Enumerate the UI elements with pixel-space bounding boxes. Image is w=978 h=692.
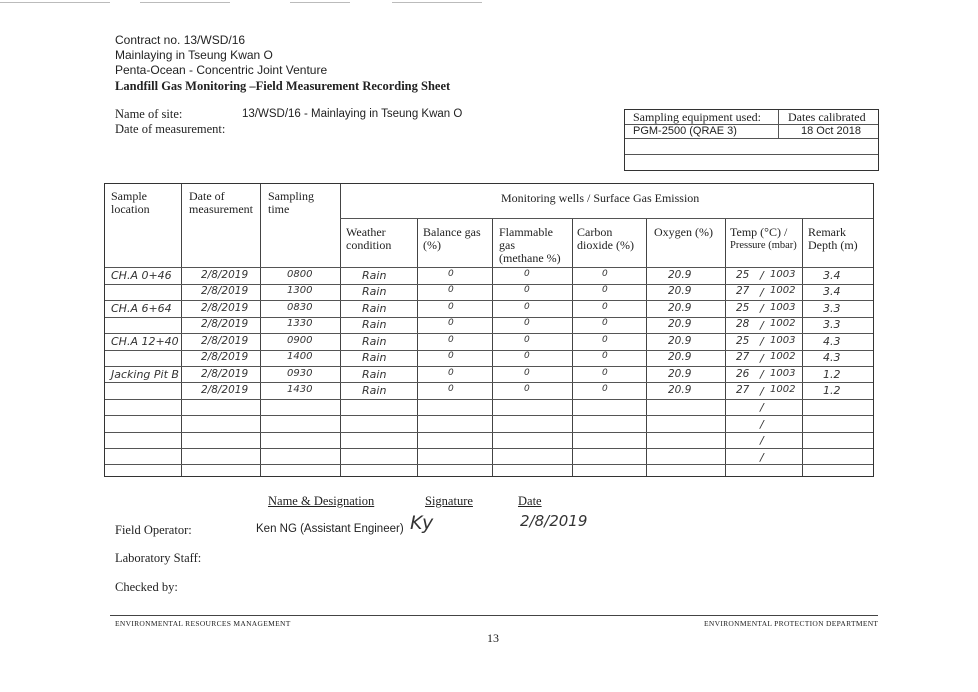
cell-bal: 0 [448,285,454,295]
cell-bal: 0 [448,302,454,312]
cell-o2: 20.9 [668,384,692,396]
cell-co2: 0 [602,368,608,378]
cell-pres: 1002 [770,318,796,329]
cell-date: 2/8/2019 [201,318,249,330]
cell-o2: 20.9 [668,318,692,330]
header-sample-location: Sample location [111,189,150,216]
field-operator-name: Ken NG (Assistant Engineer) [256,523,404,535]
cell-flam: 0 [524,269,530,279]
cell-depth: 4.3 [823,351,841,364]
temp-pressure-separator: / [760,318,764,332]
header-monitoring-group: Monitoring wells / Surface Gas Emission [501,191,700,205]
cell-co2: 0 [602,335,608,345]
scan-artefact [290,2,350,3]
cell-time: 1430 [287,384,313,395]
cell-weather: Rain [362,302,387,315]
cell-o2: 20.9 [668,285,692,297]
cell-date: 2/8/2019 [201,302,249,314]
cell-flam: 0 [524,384,530,394]
equipment-box [624,109,879,171]
measurement-date-label: Date of measurement: [115,122,226,136]
cell-co2: 0 [602,302,608,312]
cell-time: 1330 [287,318,313,329]
cell-date: 2/8/2019 [201,351,249,363]
cell-depth: 3.4 [823,285,841,298]
field-operator-label: Field Operator: [115,523,192,537]
field-operator-date: 2/8/2019 [520,512,588,530]
temp-pressure-separator: / [760,401,764,414]
cell-depth: 3.3 [823,318,841,331]
temp-pressure-separator: / [760,335,764,348]
temp-pressure-separator: / [760,450,764,464]
calibration-date: 18 Oct 2018 [801,125,861,137]
cell-temp: 25 [736,302,750,314]
cell-bal: 0 [448,318,454,328]
cell-depth: 3.3 [823,302,841,315]
cell-bal: 0 [448,368,454,378]
cell-date: 2/8/2019 [201,384,249,396]
cell-co2: 0 [602,351,608,361]
scan-artefact [140,2,230,3]
header-flammable-gas: Flammable gas (methane %) [499,225,561,265]
sheet-title: Landfill Gas Monitoring –Field Measurement Recording Sheet [115,79,451,93]
footer-left: ENVIRONMENTAL RESOURCES MANAGEMENT [115,619,291,628]
header-co2: Carbon dioxide (%) [577,225,634,252]
temp-pressure-separator: / [760,302,764,315]
page-number: 13 [487,631,499,645]
cell-date: 2/8/2019 [201,269,249,281]
cell-time: 0800 [287,269,313,280]
footer-rule [110,615,878,616]
cell-temp: 25 [736,269,750,281]
cell-time: 0930 [287,368,313,379]
cell-o2: 20.9 [668,368,692,380]
date-header: Date [518,494,542,508]
site-name-value: 13/WSD/16 - Mainlaying in Tseung Kwan O [242,108,463,120]
cell-temp: 25 [736,335,750,347]
temp-pressure-separator: / [760,285,764,299]
cell-time: 0830 [287,302,313,313]
cell-flam: 0 [524,302,530,312]
scan-artefact [392,2,482,3]
temp-pressure-separator: / [760,434,764,447]
cell-depth: 3.4 [823,269,841,282]
cell-co2: 0 [602,269,608,279]
cell-pres: 1002 [770,285,796,296]
checked-by-label: Checked by: [115,580,178,594]
cell-weather: Rain [362,285,387,298]
cell-flam: 0 [524,285,530,295]
cell-pres: 1003 [770,269,796,280]
temp-pressure-separator: / [760,269,764,282]
cell-co2: 0 [602,285,608,295]
header-oxygen: Oxygen (%) [654,225,713,239]
scan-artefact [0,2,110,3]
cell-flam: 0 [524,368,530,378]
cell-weather: Rain [362,384,387,397]
cell-date: 2/8/2019 [201,335,249,347]
cell-temp: 27 [736,384,750,396]
name-designation-header: Name & Designation [268,494,375,508]
temp-pressure-separator: / [760,351,764,365]
signature-header: Signature [425,494,473,508]
cell-pres: 1003 [770,368,796,379]
project-name: Mainlaying in Tseung Kwan O [115,48,273,62]
cell-pres: 1002 [770,384,796,395]
cell-o2: 20.9 [668,302,692,314]
cell-pres: 1003 [770,302,796,313]
cell-bal: 0 [448,335,454,345]
cell-flam: 0 [524,335,530,345]
contractor-name: Penta-Ocean - Concentric Joint Venture [115,63,328,77]
cell-flam: 0 [524,351,530,361]
site-name-label: Name of site: [115,107,183,121]
header-temp-pressure: Temp (°C) / Pressure (mbar) [730,225,797,251]
cell-co2: 0 [602,318,608,328]
contract-number: Contract no. 13/WSD/16 [115,33,246,47]
measurement-table [104,183,874,477]
header-balance-gas: Balance gas (%) [423,225,481,252]
cell-o2: 20.9 [668,335,692,347]
cell-bal: 0 [448,269,454,279]
cell-temp: 26 [736,368,750,380]
temp-pressure-separator: / [760,368,764,381]
cell-loc: CH.A 0+46 [111,269,172,282]
cell-weather: Rain [362,335,387,348]
cell-weather: Rain [362,351,387,364]
cell-time: 1300 [287,285,313,296]
cell-pres: 1002 [770,351,796,362]
cell-co2: 0 [602,384,608,394]
cell-pres: 1003 [770,335,796,346]
cell-loc: Jacking Pit B [111,368,179,381]
header-time: Sampling time [268,189,315,216]
cell-date: 2/8/2019 [201,368,249,380]
cell-depth: 1.2 [823,384,841,397]
cell-bal: 0 [448,384,454,394]
cell-depth: 4.3 [823,335,841,348]
cell-o2: 20.9 [668,269,692,281]
cell-loc: CH.A 6+64 [111,302,172,315]
cell-depth: 1.2 [823,368,841,381]
footer-right: ENVIRONMENTAL PROTECTION DEPARTMENT [704,619,879,628]
cell-date: 2/8/2019 [201,285,249,297]
header-date: Date of measurement [189,189,253,216]
calibration-header: Dates calibrated [788,110,866,124]
equipment-device: PGM-2500 (QRAE 3) [633,125,737,137]
cell-temp: 28 [736,318,750,330]
equipment-header: Sampling equipment used: [633,110,761,124]
header-weather: Weather condition [346,225,392,252]
cell-o2: 20.9 [668,351,692,363]
header-remark-depth: Remark Depth (m) [808,225,858,252]
temp-pressure-separator: / [760,417,764,431]
temp-pressure-separator: / [760,384,764,398]
cell-bal: 0 [448,351,454,361]
cell-time: 0900 [287,335,313,346]
cell-weather: Rain [362,318,387,331]
cell-weather: Rain [362,269,387,282]
cell-weather: Rain [362,368,387,381]
lab-staff-label: Laboratory Staff: [115,551,202,565]
cell-temp: 27 [736,351,750,363]
cell-loc: CH.A 12+40 [111,335,179,348]
cell-temp: 27 [736,285,750,297]
field-operator-signature: Ky [410,512,434,534]
cell-flam: 0 [524,318,530,328]
cell-time: 1400 [287,351,313,362]
